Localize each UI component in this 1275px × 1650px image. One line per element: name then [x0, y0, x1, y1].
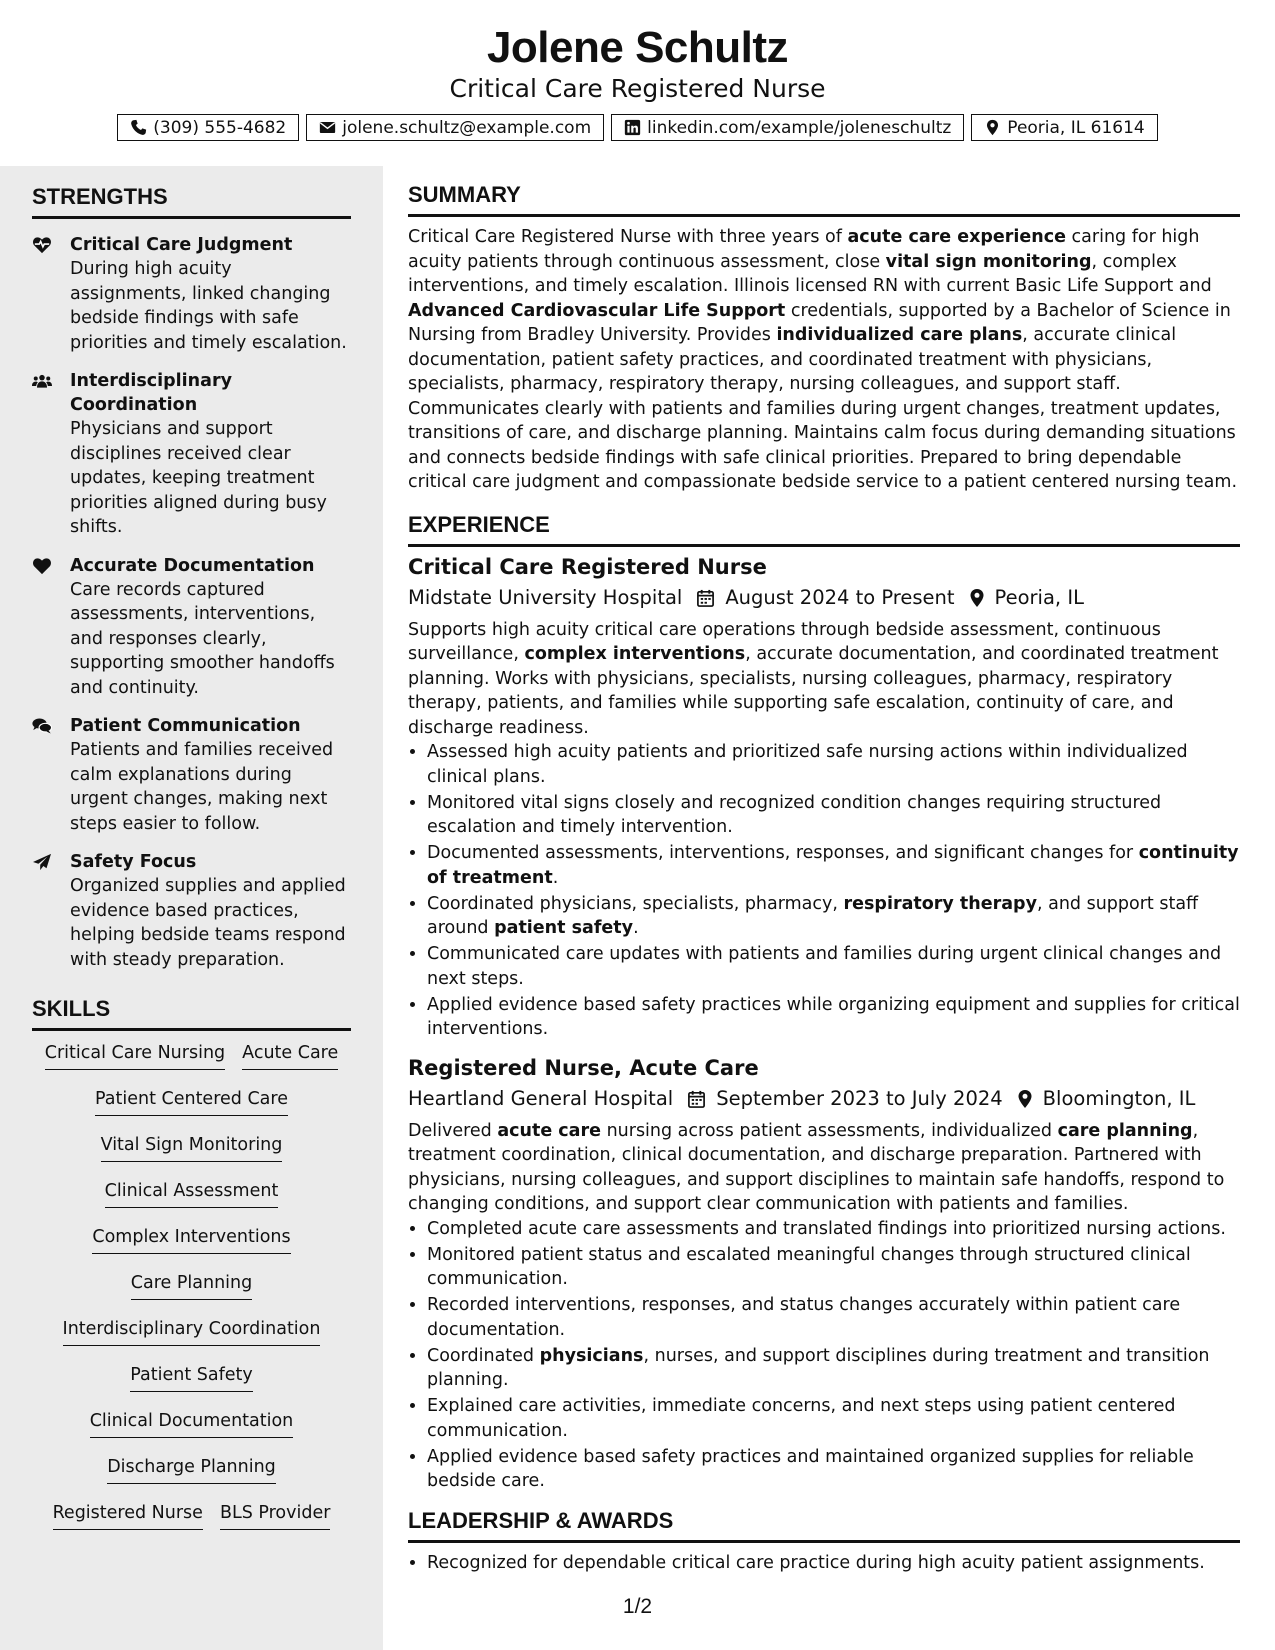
text-segment: Completed acute care assessments and translated findings into prioritized nursing actions. — [427, 1218, 1226, 1239]
bold-text: individualized care plans — [776, 325, 1023, 345]
paper-plane-icon — [32, 853, 70, 871]
strength-item — [32, 369, 351, 540]
strength-item — [32, 714, 351, 836]
bullet-item — [427, 1243, 1240, 1292]
bullet-item — [427, 740, 1240, 789]
bold-text: acute care experience — [847, 227, 1066, 247]
job-title: Registered Nurse, Acute Care — [408, 1055, 759, 1080]
job-description — [408, 1119, 1240, 1217]
candidate-headline: Critical Care Registered Nurse — [449, 74, 826, 103]
page-number: 1/2 — [622, 1595, 653, 1618]
bold-text: complex interventions — [524, 644, 746, 664]
bold-text: physicians — [539, 1345, 644, 1366]
job-dates: September 2023 to July 2024 — [716, 1086, 1003, 1110]
email-chip[interactable] — [306, 114, 604, 141]
text-segment: Communicated care updates with patients and families during urgent clinical changes and next steps. — [427, 944, 1222, 989]
text-segment: , and support staff around — [427, 893, 1199, 938]
text-segment: Critical Care Registered Nurse with three years of — [408, 227, 848, 247]
summary-text — [408, 225, 1240, 495]
job-entry — [408, 553, 1240, 1042]
bold-text: vital sign monitoring — [885, 251, 1092, 272]
skills-heading: SKILLS — [32, 996, 351, 1031]
skill-tag: Patient Safety — [130, 1363, 252, 1392]
text-segment: Coordinated physicians, specialists, pharmacy, — [427, 893, 844, 914]
text-segment: , accurate clinical documentation, patient safety practices, and coordinated treatment with physicians, specialists, pharmacy, respiratory therapy, nursing colleagues, and support staff. Communicates clearly with patients and families during urgent changes, treatment updates, transitions of care, and discharge planning. Maintains calm focus during demanding situations and connects bedside findings with safe clinical priorities. Prepared to bring dependable critical care judgment and compassionate bedside service to a patient centered nursing team. — [408, 325, 1238, 492]
bold-text: patient safety — [494, 918, 634, 938]
strength-desc: Patients and families received calm explanations during urgent changes, making next steps easier to follow. — [70, 740, 334, 834]
skill-tag: Critical Care Nursing — [45, 1041, 225, 1070]
calendar-icon — [682, 588, 725, 608]
strengths-list — [32, 233, 351, 972]
location-chip[interactable] — [971, 114, 1157, 141]
strength-desc: Organized supplies and applied evidence based practices, helping bedside teams respond with steady preparation. — [70, 876, 346, 970]
bold-text: respiratory therapy — [843, 893, 1037, 914]
heartbeat-icon — [32, 236, 70, 254]
location-text: Peoria, IL 61614 — [1007, 117, 1145, 138]
text-segment: Monitored vital signs closely and recognized condition changes requiring structured escalation and timely intervention. — [427, 792, 1162, 837]
bullet-item — [427, 993, 1240, 1042]
strength-item — [32, 850, 351, 972]
bold-text: care planning — [1057, 1120, 1193, 1141]
map-pin-icon — [984, 119, 1001, 136]
text-segment: Recorded interventions, responses, and status changes accurately within patient care documentation. — [427, 1295, 1181, 1340]
text-segment: Documented assessments, interventions, responses, and significant changes for — [427, 843, 1139, 863]
heart-icon — [32, 557, 70, 575]
bullet-item — [427, 791, 1240, 840]
job-dates: August 2024 to Present — [725, 585, 955, 609]
bullet-item — [427, 1445, 1240, 1494]
linkedin-chip[interactable] — [611, 114, 964, 141]
text-segment: , complex interventions, and timely escalation. Illinois licensed RN with current Basic Life Support and — [408, 251, 1212, 296]
job-bullets — [408, 740, 1240, 1042]
skill-tag: Vital Sign Monitoring — [101, 1133, 283, 1162]
strength-title: Critical Care Judgment — [70, 235, 293, 255]
skill-tag: Complex Interventions — [92, 1225, 290, 1254]
calendar-icon — [673, 1089, 716, 1109]
skill-tag: BLS Provider — [220, 1501, 330, 1530]
phone-chip[interactable] — [117, 114, 299, 141]
text-segment: , treatment coordination, clinical documentation, and discharge preparation. Partnered with physicians, nursing colleagues, and support disciplines to maintain safe handoffs, respond to changing conditions, and support clear communication with patients and families. — [408, 1120, 1225, 1214]
skill-tag: Patient Centered Care — [95, 1087, 288, 1116]
strength-title: Accurate Documentation — [70, 555, 315, 576]
envelope-icon — [319, 119, 336, 136]
job-meta — [408, 584, 1240, 612]
sidebar — [0, 166, 383, 1650]
skills-list — [32, 1041, 351, 1547]
job-bullets — [408, 1217, 1240, 1494]
linkedin-icon — [624, 119, 641, 136]
text-segment: Recognized for dependable critical care practice during high acuity patient assignments. — [427, 1552, 1205, 1573]
strength-item — [32, 554, 351, 701]
employer-name: Heartland General Hospital — [408, 1086, 674, 1110]
text-segment: Supports high acuity critical care operations through bedside assessment, continuous surveillance, — [408, 619, 1161, 664]
map-pin-icon — [1003, 1089, 1043, 1109]
bullet-item — [427, 1394, 1240, 1443]
text-segment: Explained care activities, immediate concerns, and next steps using patient centered communication. — [427, 1396, 1176, 1441]
text-segment: Applied evidence based safety practices while organizing equipment and supplies for critical interventions. — [427, 994, 1240, 1039]
contact-bar — [0, 114, 1275, 141]
bullet-item — [427, 1217, 1240, 1242]
bullet-item — [427, 942, 1240, 991]
strength-desc: Care records captured assessments, interventions, and responses clearly, supporting smoother handoffs and continuity. — [70, 579, 335, 698]
main-content — [408, 182, 1240, 1577]
text-segment: . — [552, 867, 559, 888]
leadership-heading: LEADERSHIP & AWARDS — [408, 1508, 1240, 1543]
text-segment: Applied evidence based safety practices and maintained organized supplies for reliable bedside care. — [427, 1446, 1194, 1491]
leadership-bullets — [408, 1551, 1240, 1576]
bullet-item — [427, 1344, 1240, 1393]
text-segment: , nurses, and support disciplines during treatment and transition planning. — [427, 1345, 1210, 1390]
text-segment: , accurate documentation, and coordinated treatment planning. Works with physicians, specialists, nursing colleagues, pharmacy, respiratory therapy, patients, and families while supporting safe escalation, continuity of care, and discharge readiness. — [408, 644, 1219, 738]
skill-tag: Clinical Assessment — [105, 1179, 279, 1208]
text-segment: . — [633, 918, 639, 938]
phone-text: (309) 555-4682 — [153, 117, 287, 138]
job-meta — [408, 1085, 1240, 1113]
text-segment: nursing across patient assessments, individualized — [601, 1120, 1058, 1141]
strength-item — [32, 233, 351, 355]
bold-text: continuity of treatment — [427, 843, 1239, 888]
employer-name: Midstate University Hospital — [408, 585, 683, 609]
strength-title: Interdisciplinary Coordination — [70, 371, 232, 415]
experience-heading: EXPERIENCE — [408, 512, 1240, 547]
text-segment: Coordinated — [427, 1345, 540, 1366]
bullet-item — [427, 841, 1240, 890]
job-title: Critical Care Registered Nurse — [408, 554, 767, 579]
skill-tag: Care Planning — [131, 1271, 252, 1300]
skill-tag: Discharge Planning — [107, 1455, 276, 1484]
bold-text: acute care — [497, 1120, 601, 1141]
bullet-item — [427, 1293, 1240, 1342]
skill-tag: Clinical Documentation — [90, 1409, 294, 1438]
comments-icon — [32, 717, 70, 735]
map-pin-icon — [955, 588, 995, 608]
text-segment: Delivered — [408, 1120, 498, 1141]
email-text: jolene.schultz@example.com — [342, 117, 592, 138]
candidate-name: Jolene Schultz — [486, 23, 789, 72]
bullet-item — [427, 892, 1240, 941]
text-segment: caring for high acuity patients through continuous assessment, close — [408, 227, 1200, 272]
strength-desc: Physicians and support disciplines received clear updates, keeping treatment priorities aligned during busy shifts. — [70, 419, 327, 537]
strength-title: Patient Communication — [70, 716, 301, 736]
skill-tag: Acute Care — [242, 1041, 338, 1070]
linkedin-text: linkedin.com/example/joleneschultz — [647, 117, 952, 138]
bold-text: Advanced Cardiovascular Life Support — [408, 300, 786, 321]
text-segment: credentials, supported by a Bachelor of Science in Nursing from Bradley University. Provides — [408, 300, 1231, 345]
job-description — [408, 618, 1240, 741]
job-location: Peoria, IL — [994, 585, 1084, 609]
text-segment: Monitored patient status and escalated meaningful changes through structured clinical communication. — [427, 1244, 1191, 1289]
skill-tag: Registered Nurse — [53, 1501, 203, 1530]
summary-heading: SUMMARY — [408, 182, 1240, 217]
job-location: Bloomington, IL — [1042, 1086, 1196, 1110]
text-segment: Assessed high acuity patients and prioritized safe nursing actions within individualized clinical plans. — [427, 742, 1188, 787]
strength-desc: During high acuity assignments, linked changing bedside findings with safe priorities and timely escalation. — [70, 259, 347, 353]
job-entry — [408, 1054, 1240, 1494]
phone-icon — [130, 119, 147, 136]
strength-title: Safety Focus — [70, 852, 197, 872]
skill-tag: Interdisciplinary Coordination — [63, 1317, 321, 1346]
users-icon — [32, 372, 70, 390]
strengths-heading: STRENGTHS — [32, 184, 351, 219]
bullet-item — [427, 1551, 1240, 1576]
